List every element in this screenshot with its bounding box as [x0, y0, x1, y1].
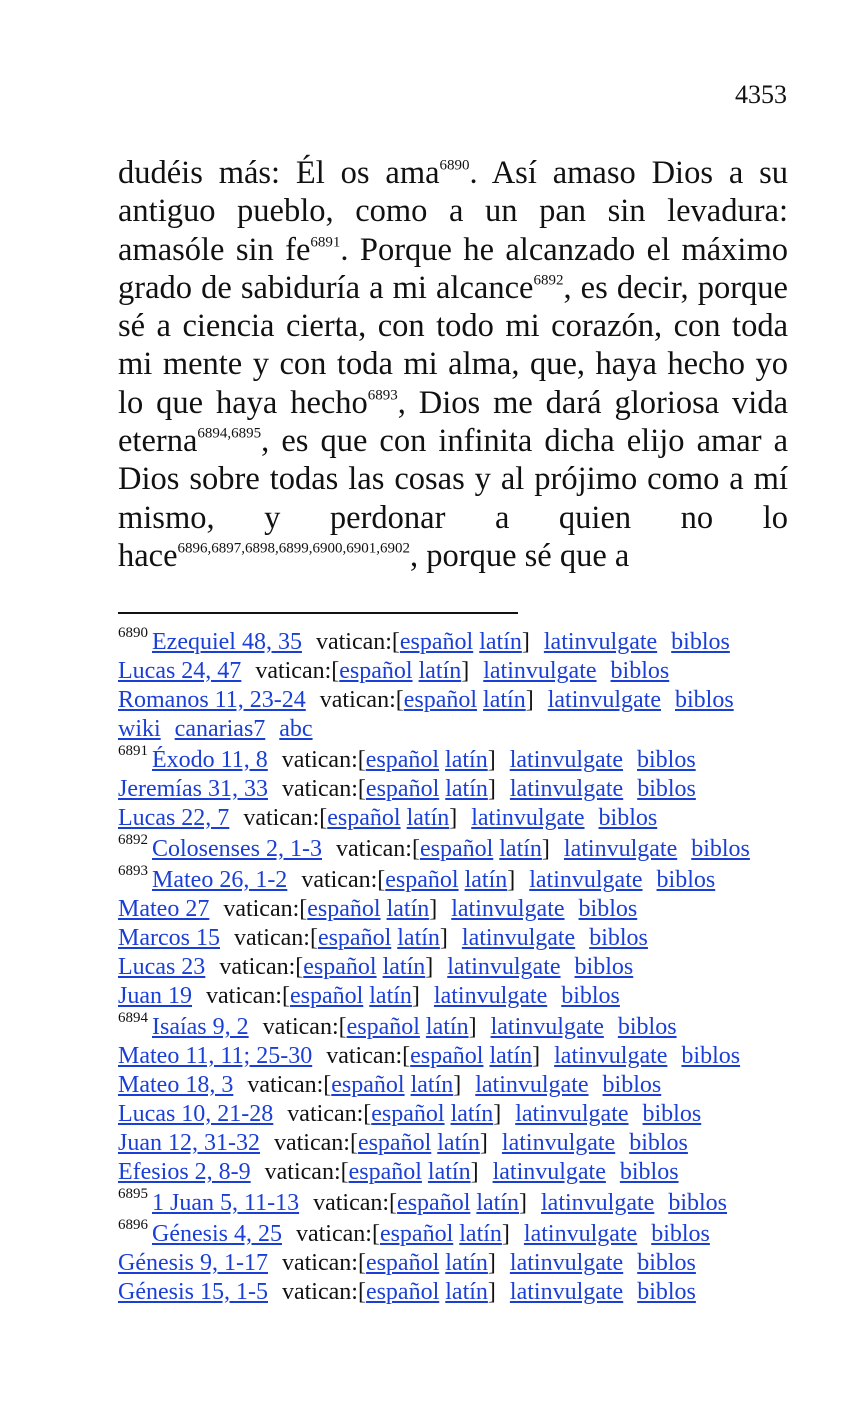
- scripture-reference-link[interactable]: Lucas 24, 47: [118, 658, 242, 684]
- footnote-line: [118, 1249, 798, 1278]
- biblos-link[interactable]: biblos: [642, 1101, 702, 1127]
- scripture-reference-link[interactable]: Efesios 2, 8-9: [118, 1159, 251, 1185]
- biblos-link[interactable]: biblos: [656, 867, 716, 893]
- vatican-espanol-link[interactable]: español: [303, 954, 377, 980]
- vatican-latin-link[interactable]: latín: [499, 836, 542, 862]
- vatican-close-bracket: ]: [507, 867, 516, 893]
- biblos-link[interactable]: biblos: [637, 747, 696, 773]
- biblos-link[interactable]: biblos: [574, 954, 634, 980]
- news-link-canarias7[interactable]: canarias7: [174, 716, 266, 742]
- vatican-close-bracket: ]: [453, 1072, 462, 1098]
- vatican-close-bracket: ]: [532, 1043, 541, 1069]
- latinvulgate-link[interactable]: latinvulgate: [471, 805, 585, 831]
- footnote-line: [118, 804, 798, 833]
- vatican-close-bracket: ]: [521, 629, 530, 655]
- vatican-label: vatican:[: [281, 776, 366, 802]
- footnote-line: [118, 686, 798, 715]
- vatican-close-bracket: ]: [479, 1130, 488, 1156]
- scripture-reference-link[interactable]: Ezequiel 48, 35: [152, 629, 302, 655]
- vatican-espanol-link[interactable]: español: [403, 687, 478, 713]
- vatican-latin-link[interactable]: latín: [369, 983, 412, 1009]
- latinvulgate-link[interactable]: latinvulgate: [523, 1221, 638, 1247]
- vatican-label: vatican:[: [219, 954, 304, 980]
- vatican-espanol-link[interactable]: español: [289, 983, 364, 1009]
- footnote-line: [118, 1071, 798, 1100]
- vatican-espanol-link[interactable]: español: [357, 1130, 432, 1156]
- footnote-line: [118, 775, 798, 804]
- body-text-segment: . Porque he alcanzado el máximo grado de sabiduría a mi alcance: [118, 231, 788, 306]
- vatican-espanol-link[interactable]: español: [379, 1221, 454, 1247]
- latinvulgate-link[interactable]: latinvulgate: [461, 925, 576, 951]
- vatican-label: vatican:[: [287, 1101, 372, 1127]
- biblos-link[interactable]: biblos: [637, 1279, 696, 1305]
- latinvulgate-link[interactable]: latinvulgate: [547, 687, 661, 713]
- vatican-latin-link[interactable]: latín: [386, 896, 430, 922]
- vatican-latin-link[interactable]: latín: [382, 954, 426, 980]
- footnote-marker: 6891: [310, 234, 341, 251]
- scripture-reference-link[interactable]: 1 Juan 5, 11-13: [152, 1190, 300, 1216]
- footnote-line: [118, 1187, 798, 1218]
- vatican-label: vatican:[: [281, 1250, 366, 1276]
- vatican-close-bracket: ]: [429, 896, 438, 922]
- footnote-line: [118, 864, 798, 895]
- biblos-link[interactable]: biblos: [637, 776, 696, 802]
- latinvulgate-link[interactable]: latinvulgate: [490, 1014, 604, 1040]
- footnote-marker: 6893: [367, 387, 398, 404]
- latinvulgate-link[interactable]: latinvulgate: [509, 1279, 624, 1305]
- footnote-line: [118, 657, 798, 686]
- latinvulgate-link[interactable]: latinvulgate: [451, 896, 565, 922]
- footnote-number: 6890: [118, 625, 148, 641]
- vatican-close-bracket: ]: [461, 658, 470, 684]
- footnote-line: [118, 1011, 798, 1042]
- footnote-line: [118, 833, 798, 864]
- vatican-latin-link[interactable]: latín: [445, 1279, 488, 1305]
- scripture-reference-link[interactable]: Génesis 15, 1-5: [118, 1279, 268, 1305]
- biblos-link[interactable]: biblos: [610, 658, 670, 684]
- vatican-latin-link[interactable]: latín: [464, 867, 508, 893]
- vatican-espanol-link[interactable]: español: [339, 658, 413, 684]
- vatican-label: vatican:[: [243, 805, 328, 831]
- vatican-close-bracket: ]: [449, 805, 458, 831]
- latinvulgate-link[interactable]: latinvulgate: [501, 1130, 616, 1156]
- vatican-espanol-link[interactable]: español: [365, 1279, 440, 1305]
- biblos-link[interactable]: biblos: [668, 1190, 727, 1216]
- biblos-link[interactable]: biblos: [617, 1014, 677, 1040]
- scripture-reference-link[interactable]: Marcos 15: [118, 925, 220, 951]
- vatican-espanol-link[interactable]: español: [397, 1190, 471, 1216]
- footnote-marker: 6890: [439, 157, 470, 174]
- vatican-close-bracket: ]: [493, 1101, 502, 1127]
- latinvulgate-link[interactable]: latinvulgate: [554, 1043, 668, 1069]
- vatican-label: vatican:[: [301, 867, 386, 893]
- biblos-link[interactable]: biblos: [629, 1130, 688, 1156]
- latinvulgate-link[interactable]: latinvulgate: [541, 1190, 655, 1216]
- latinvulgate-link[interactable]: latinvulgate: [492, 1159, 606, 1185]
- vatican-espanol-link[interactable]: español: [371, 1101, 445, 1127]
- scripture-reference-link[interactable]: Génesis 4, 25: [152, 1221, 282, 1247]
- scripture-reference-link[interactable]: Isaías 9, 2: [152, 1014, 249, 1040]
- footnote-number: 6893: [118, 863, 148, 879]
- biblos-link[interactable]: biblos: [681, 1043, 741, 1069]
- biblos-link[interactable]: biblos: [691, 836, 750, 862]
- latinvulgate-link[interactable]: latinvulgate: [563, 836, 678, 862]
- vatican-label: vatican:[: [247, 1072, 332, 1098]
- biblos-link[interactable]: biblos: [671, 629, 730, 655]
- vatican-latin-link[interactable]: latín: [437, 1130, 480, 1156]
- news-link-abc[interactable]: abc: [279, 716, 313, 742]
- vatican-espanol-link[interactable]: español: [331, 1072, 405, 1098]
- page-number: 4353: [735, 80, 787, 109]
- scripture-reference-link[interactable]: Mateo 11, 11; 25-30: [118, 1043, 313, 1069]
- scripture-reference-link[interactable]: Mateo 26, 1-2: [152, 867, 288, 893]
- biblos-link[interactable]: biblos: [578, 896, 638, 922]
- footnote-line: [118, 715, 798, 744]
- vatican-label: vatican:[: [315, 629, 400, 655]
- biblos-link[interactable]: biblos: [589, 925, 648, 951]
- vatican-close-bracket: ]: [525, 687, 534, 713]
- footnote-line: [118, 1100, 798, 1129]
- vatican-label: vatican:[: [281, 747, 366, 773]
- vatican-close-bracket: ]: [487, 1250, 496, 1276]
- vatican-label: vatican:[: [295, 1221, 380, 1247]
- biblos-link[interactable]: biblos: [675, 687, 734, 713]
- latinvulgate-link[interactable]: latinvulgate: [509, 747, 623, 773]
- scripture-reference-link[interactable]: Lucas 23: [118, 954, 206, 980]
- vatican-espanol-link[interactable]: español: [365, 776, 440, 802]
- footnote-line: [118, 982, 798, 1011]
- body-text-segment: , es que con infinita dicha elijo amar a Dios sobre todas las cosas y al prójimo como a mí mismo, y perdonar a quien no lo hace: [118, 423, 788, 574]
- vatican-close-bracket: ]: [470, 1159, 479, 1185]
- footnote-marker: 6894,6895: [197, 425, 262, 442]
- footnote-marker: 6896,6897,6898,6899,6900,6901,6902: [177, 540, 411, 557]
- vatican-espanol-link[interactable]: español: [385, 867, 459, 893]
- footnote-line: [118, 1129, 798, 1158]
- footnote-line: [118, 1218, 798, 1249]
- scripture-reference-link[interactable]: Juan 12, 31-32: [118, 1130, 260, 1156]
- vatican-espanol-link[interactable]: español: [348, 1159, 422, 1185]
- vatican-label: vatican:[: [223, 896, 308, 922]
- footnote-line: [118, 1042, 798, 1071]
- vatican-latin-link[interactable]: latín: [397, 925, 440, 951]
- biblos-link[interactable]: biblos: [598, 805, 658, 831]
- latinvulgate-link[interactable]: latinvulgate: [515, 1101, 629, 1127]
- vatican-close-bracket: ]: [439, 925, 448, 951]
- vatican-close-bracket: ]: [501, 1221, 510, 1247]
- footnote-line: [118, 895, 798, 924]
- latinvulgate-link[interactable]: latinvulgate: [447, 954, 561, 980]
- vatican-latin-link[interactable]: latín: [445, 1250, 488, 1276]
- vatican-close-bracket: ]: [541, 836, 550, 862]
- vatican-latin-link[interactable]: latín: [476, 1190, 520, 1216]
- scripture-reference-link[interactable]: Colosenses 2, 1-3: [152, 836, 322, 862]
- vatican-latin-link[interactable]: latín: [406, 805, 450, 831]
- vatican-label: vatican:[: [233, 925, 318, 951]
- latinvulgate-link[interactable]: latinvulgate: [475, 1072, 589, 1098]
- vatican-label: vatican:[: [319, 687, 404, 713]
- scripture-reference-link[interactable]: Génesis 9, 1-17: [118, 1250, 268, 1276]
- latinvulgate-link[interactable]: latinvulgate: [529, 867, 643, 893]
- vatican-label: vatican:[: [255, 658, 340, 684]
- footnote-number: 6892: [118, 832, 148, 848]
- footnote-line: [118, 953, 798, 982]
- vatican-latin-link[interactable]: latín: [418, 658, 462, 684]
- scripture-reference-link[interactable]: Romanos 11, 23-24: [118, 687, 306, 713]
- footnote-line: [118, 1158, 798, 1187]
- vatican-close-bracket: ]: [519, 1190, 528, 1216]
- body-text-segment: , Dios me dará gloriosa vida eterna: [118, 384, 789, 460]
- vatican-close-bracket: ]: [487, 747, 496, 773]
- vatican-latin-link[interactable]: latín: [479, 629, 522, 655]
- vatican-espanol-link[interactable]: español: [365, 1250, 440, 1276]
- vatican-espanol-link[interactable]: español: [317, 925, 392, 951]
- vatican-label: vatican:[: [326, 1043, 411, 1069]
- vatican-espanol-link[interactable]: español: [307, 896, 381, 922]
- vatican-latin-link[interactable]: latín: [425, 1014, 469, 1040]
- footnote-line: [118, 1278, 798, 1307]
- biblos-link[interactable]: biblos: [602, 1072, 662, 1098]
- biblos-link[interactable]: biblos: [561, 983, 620, 1009]
- footnote-marker: 6892: [533, 272, 564, 289]
- scripture-reference-link[interactable]: Mateo 18, 3: [118, 1072, 234, 1098]
- vatican-close-bracket: ]: [425, 954, 434, 980]
- biblos-link[interactable]: biblos: [651, 1221, 710, 1247]
- scripture-reference-link[interactable]: Jeremías 31, 33: [118, 776, 268, 802]
- vatican-espanol-link[interactable]: español: [327, 805, 401, 831]
- vatican-latin-link[interactable]: latín: [445, 747, 488, 773]
- biblos-link[interactable]: biblos: [619, 1159, 679, 1185]
- biblos-link[interactable]: biblos: [637, 1250, 696, 1276]
- latinvulgate-link[interactable]: latinvulgate: [509, 1250, 624, 1276]
- latinvulgate-link[interactable]: latinvulgate: [433, 983, 548, 1009]
- vatican-latin-link[interactable]: latín: [459, 1221, 502, 1247]
- vatican-label: vatican:[: [262, 1014, 347, 1040]
- body-paragraph: [118, 154, 788, 575]
- vatican-label: vatican:[: [281, 1279, 366, 1305]
- vatican-espanol-link[interactable]: español: [365, 747, 440, 773]
- vatican-espanol-link[interactable]: español: [419, 836, 494, 862]
- body-text-segment: dudéis más: Él os ama: [118, 155, 440, 191]
- latinvulgate-link[interactable]: latinvulgate: [509, 776, 624, 802]
- vatican-latin-link[interactable]: latín: [450, 1101, 494, 1127]
- vatican-label: vatican:[: [313, 1190, 398, 1216]
- vatican-close-bracket: ]: [487, 776, 496, 802]
- footnote-line: [118, 626, 798, 657]
- vatican-latin-link[interactable]: latín: [427, 1159, 471, 1185]
- vatican-latin-link[interactable]: latín: [445, 776, 488, 802]
- vatican-close-bracket: ]: [487, 1279, 496, 1305]
- footnote-number: 6896: [118, 1217, 148, 1233]
- vatican-latin-link[interactable]: latín: [410, 1072, 454, 1098]
- body-text-segment: , porque sé que a: [410, 537, 630, 574]
- news-link-wiki[interactable]: wiki: [118, 716, 161, 742]
- footnote-separator: [118, 612, 518, 614]
- body-text-segment: , es decir, porque sé a ciencia cierta, con todo mi corazón, con toda mi mente y con toda mi alma, que, haya hecho yo lo que haya hecho: [118, 269, 788, 421]
- scripture-reference-link[interactable]: Lucas 10, 21-28: [118, 1101, 274, 1127]
- vatican-label: vatican:[: [336, 836, 420, 862]
- footnote-number: 6891: [118, 743, 148, 759]
- footnotes: [118, 626, 798, 1307]
- scripture-reference-link[interactable]: Juan 19: [118, 983, 192, 1009]
- vatican-espanol-link[interactable]: español: [399, 629, 474, 655]
- footnote-line: [118, 744, 798, 775]
- vatican-label: vatican:[: [206, 983, 290, 1009]
- scripture-reference-link[interactable]: Éxodo 11, 8: [152, 747, 268, 773]
- footnote-number: 6895: [118, 1186, 148, 1202]
- scripture-reference-link[interactable]: Lucas 22, 7: [118, 805, 230, 831]
- body-text-segment: . Así amaso Dios a su antiguo pueblo, como a un pan sin levadura: amasóle sin fe: [118, 155, 788, 268]
- vatican-close-bracket: ]: [468, 1014, 477, 1040]
- vatican-label: vatican:[: [264, 1159, 349, 1185]
- vatican-latin-link[interactable]: latín: [489, 1043, 533, 1069]
- latinvulgate-link[interactable]: latinvulgate: [543, 629, 658, 655]
- footnote-line: [118, 924, 798, 953]
- vatican-espanol-link[interactable]: español: [410, 1043, 484, 1069]
- vatican-espanol-link[interactable]: español: [346, 1014, 420, 1040]
- vatican-close-bracket: ]: [411, 983, 420, 1009]
- vatican-latin-link[interactable]: latín: [483, 687, 526, 713]
- vatican-label: vatican:[: [273, 1130, 358, 1156]
- footnote-number: 6894: [118, 1010, 148, 1026]
- scripture-reference-link[interactable]: Mateo 27: [118, 896, 210, 922]
- latinvulgate-link[interactable]: latinvulgate: [483, 658, 597, 684]
